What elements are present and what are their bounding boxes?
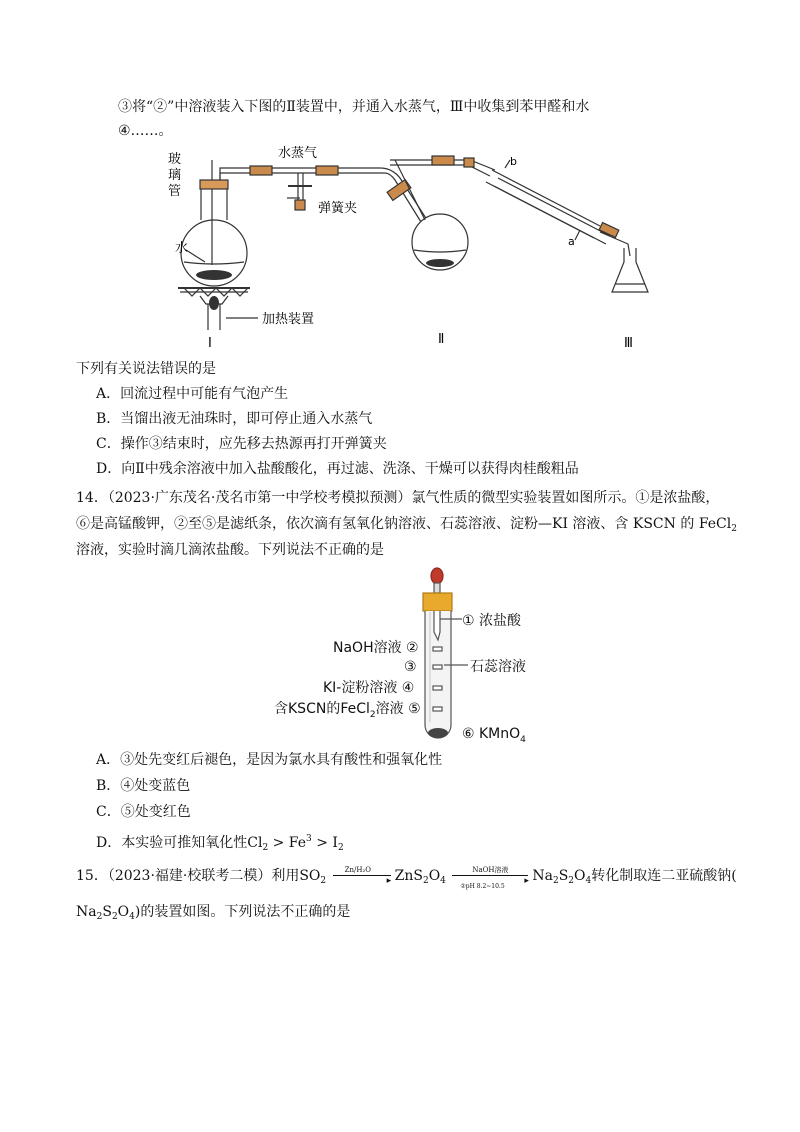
q15-post: 转化制取连二亚硫酸钠( — [591, 868, 737, 884]
so2-sub: 2 — [320, 876, 327, 886]
tube-label-2: NaOH溶液 ② — [333, 640, 419, 656]
na-main-2: Na — [76, 904, 97, 920]
tube-label-4: KI-淀粉溶液 ④ — [323, 680, 415, 696]
tube-label-5-pre: 含KSCN的FeCl — [274, 701, 370, 717]
q15-line2 — [76, 902, 350, 927]
q13-option-a: A．回流过程中可能有气泡产生 — [96, 386, 289, 402]
na-sub: 2 — [552, 876, 559, 886]
q13-step4: ④……。 — [118, 123, 173, 139]
o-sub-2: 4 — [129, 912, 135, 922]
formula-fe-sup: 3 — [306, 834, 312, 844]
q14-line2-formula — [699, 516, 737, 532]
q14-option-d-formula — [247, 835, 343, 851]
q14-option-a: A．③处先变红后褪色，是因为氯水具有酸性和强氧化性 — [96, 752, 443, 768]
test-tube-figure — [0, 560, 800, 745]
s-sub: 2 — [568, 876, 575, 886]
q14-option-b: B．④处变蓝色 — [96, 778, 191, 794]
label-roman-1: Ⅰ — [208, 336, 212, 351]
tube-label-6-main: ⑥ KMnO — [462, 726, 521, 742]
o-main-2: O — [117, 904, 130, 920]
tube-label-3: ③ — [404, 659, 417, 675]
label-b: b — [510, 155, 517, 168]
arrow2-head: ▸ — [524, 876, 529, 886]
q14-line2 — [76, 514, 737, 539]
tube-label-6-sub: 4 — [520, 735, 526, 745]
zns-sub: 2 — [422, 876, 429, 886]
arrow2-shaft — [452, 875, 528, 876]
na-main: Na — [532, 868, 553, 884]
label-water: 水 — [175, 241, 189, 256]
q15-so2 — [299, 868, 326, 884]
label-heat: 加热装置 — [262, 312, 315, 327]
q14-option-d-text: D．本实验可推知氧化性 — [96, 835, 248, 851]
tube-label-5-post: 溶液 ⑤ — [375, 701, 421, 717]
formula-sub: 2 — [731, 524, 737, 534]
q15-na2s2o4-2 — [76, 904, 135, 920]
s-sub-2: 2 — [111, 912, 118, 922]
tube-label-6 — [462, 726, 526, 745]
q14-option-c: C．⑤处变红色 — [96, 804, 191, 820]
arrow1-head: ▸ — [386, 876, 392, 886]
label-glass-1: 玻 — [168, 152, 182, 167]
o-main: O — [574, 868, 586, 884]
label-a: a — [568, 235, 575, 248]
q14-line3: 溶液，实验时滴几滴浓盐酸。下列说法不正确的是 — [76, 542, 384, 558]
q13-stem: 下列有关说法错误的是 — [76, 361, 216, 377]
formula-gt-fe: > Fe — [268, 835, 307, 851]
arrow2-label-top: NaOH溶液 — [472, 866, 509, 874]
formula-cl-sub: 2 — [262, 843, 269, 853]
na-sub-2: 2 — [96, 912, 103, 922]
q15-line2-text: )的装置如图。下列说法不正确的是 — [134, 904, 351, 920]
formula-cl: Cl — [247, 835, 263, 851]
q14-option-d — [96, 829, 344, 858]
q14-line1: 14．（2023·广东茂名·茂名市第一中学校考模拟预测）氯气性质的微型实验装置如图所示。①是浓盐酸， — [76, 490, 720, 506]
reaction-arrow-2 — [450, 866, 532, 890]
formula-gt-i: > I — [311, 835, 338, 851]
so2-main: SO — [299, 868, 321, 884]
arrow2-label-bottom: ②pH 8.2~10.5 — [460, 883, 505, 890]
s-main-2: S — [102, 904, 112, 920]
q15-zns2o4 — [395, 868, 446, 884]
label-glass-3: 管 — [168, 184, 182, 199]
label-roman-2: Ⅱ — [438, 332, 445, 347]
q14-line2-text: ⑥是高锰酸钾，②至⑤是滤纸条，依次滴有氢氧化钠溶液、石蕊溶液、淀粉—KI 溶液、含 KSCN 的 — [76, 516, 695, 532]
label-steam: 水蒸气 — [278, 146, 318, 161]
s-main: S — [558, 868, 569, 884]
formula-fecl: FeCl — [698, 516, 732, 532]
label-roman-3: Ⅲ — [624, 336, 633, 351]
q13-option-c: C．操作③结束时，应先移去热源再打开弹簧夹 — [96, 436, 387, 452]
tube-label-5 — [274, 700, 421, 720]
q15-na2s2o4 — [532, 868, 591, 884]
tube-label-5-sub: 2 — [369, 710, 376, 720]
arrow1-shaft — [333, 875, 391, 876]
q15-line1 — [76, 866, 737, 891]
label-glass-2: 璃 — [168, 168, 182, 183]
q15-intro: 15．（2023·福建·校联考二模）利用 — [76, 868, 300, 884]
q13-option-d: D．向Ⅱ中残余溶液中加入盐酸酸化，再过滤、洗涤、干燥可以获得肉桂酸粗品 — [96, 461, 579, 477]
arrow1-label: Zn/H₂O — [344, 866, 371, 874]
o-sub: 4 — [585, 876, 592, 886]
tube-label-3-right: 石蕊溶液 — [470, 659, 526, 675]
distillation-apparatus-figure — [0, 135, 800, 355]
zns-o-sub: 4 — [440, 876, 446, 886]
label-clamp: 弹簧夹 — [318, 201, 358, 216]
zns-main: ZnS — [394, 868, 423, 884]
formula-i-sub: 2 — [337, 843, 344, 853]
q13-option-b: B．当馏出液无油珠时，即可停止通入水蒸气 — [96, 411, 373, 427]
reaction-arrow-1 — [331, 866, 395, 886]
q13-step3: ③将“②”中溶液装入下图的Ⅱ装置中，并通入水蒸气，Ⅲ中收集到苯甲醛和水 — [118, 99, 590, 115]
zns-o: O — [428, 868, 441, 884]
tube-label-1: ① 浓盐酸 — [462, 613, 522, 629]
